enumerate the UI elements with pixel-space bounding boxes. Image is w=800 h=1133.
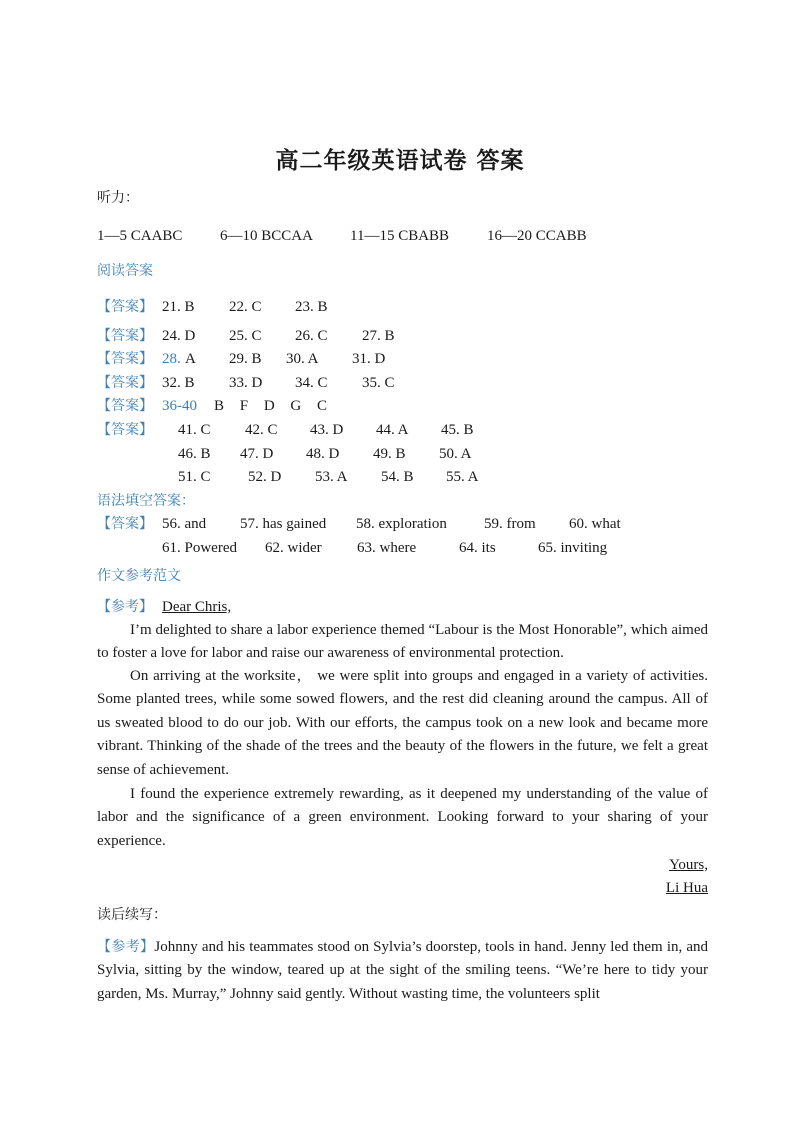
grammar-answer: 58. exploration [356, 516, 447, 532]
essay-paragraph: I’m delighted to share a labor experience themed “Labour is the Most Honorable”, which aimed to foster a love for labor and raise our awareness of environmental protection. [97, 622, 708, 662]
grammar-answer: 60. what [569, 516, 621, 532]
continuation-text: Johnny and his teammates stood on Sylvia’s doorstep, tools in hand. Jenny led them in, and Sylvia, sitting by the window, teared up at the sight of the smiling teens. “We’re here to tidy your garden, Ms. Murray,” Johnny said gently. Without wasting time, the volunteers split [97, 939, 709, 1002]
cloze-answer: 46. B [178, 446, 211, 462]
essay-closing: Yours, [669, 857, 708, 873]
page-title: 高二年级英语试卷 答案 [275, 148, 525, 174]
listening-answer: 6—10 BCCAA [220, 228, 313, 244]
grammar-answer: 64. its [459, 540, 496, 556]
reading-answer: 30. A [286, 351, 319, 367]
reference-label: 【参考】 [97, 599, 153, 615]
cloze-answer: 44. A [376, 422, 409, 438]
grammar-answer: 61. Powered [162, 540, 237, 556]
grammar-answer: 59. from [484, 516, 536, 532]
essay-signature: Li Hua [665, 880, 708, 896]
reading-answer: 25. C [229, 328, 262, 344]
cloze-answer: 47. D [240, 446, 274, 462]
listening-answer: 11—15 CBABB [350, 228, 450, 244]
answer-label: 【答案】 [97, 351, 153, 367]
reading-answer: 34. C [295, 375, 328, 391]
cloze-answer: 54. B [381, 469, 414, 485]
answer-label: 【答案】 [97, 375, 153, 391]
reference-label: 【参考】 [97, 939, 155, 955]
reading-answer: 21. B [162, 299, 195, 315]
cloze-answer: 51. C [178, 469, 211, 485]
reading-answer: 22. C [229, 299, 262, 315]
continuation-paragraph [97, 936, 708, 1006]
reading-answer: 26. C [295, 328, 328, 344]
answer-label: 【答案】 [97, 422, 153, 438]
reading-answer: 24. D [162, 328, 196, 344]
reading-answer: 33. D [229, 375, 263, 391]
cloze-answer: 41. C [178, 422, 211, 438]
section-listening: 听力： [97, 190, 139, 206]
reading-answer: 23. B [295, 299, 328, 315]
cloze-answer: 49. B [373, 446, 406, 462]
grammar-answer: 56. and [162, 516, 207, 532]
section-continuation: 读后续写： [97, 907, 167, 923]
essay-paragraph: I found the experience extremely rewarding, as it deepened my understanding of the value of labor and the significance of a green environment. Looking forward to your sharing of your experience. [97, 786, 708, 849]
grammar-answer: 62. wider [265, 540, 322, 556]
cloze-answer: 48. D [306, 446, 340, 462]
answer-label: 【答案】 [97, 398, 153, 414]
cloze-answer: 52. D [248, 469, 282, 485]
reading-answer: 29. B [229, 351, 262, 367]
listening-answer: 16—20 CCABB [487, 228, 587, 244]
answer-label: 【答案】 [97, 328, 153, 344]
reading-answer-range: 36-40 [162, 398, 197, 414]
reading-answer: 27. B [362, 328, 395, 344]
section-reading: 阅读答案 [97, 263, 153, 279]
reading-answer: B F D G C [214, 398, 328, 414]
answer-label: 【答案】 [97, 516, 153, 532]
reading-answer: 31. D [352, 351, 386, 367]
cloze-answer: 53. A [315, 469, 348, 485]
section-grammar: 语法填空答案： [97, 493, 195, 509]
answer-label: 【答案】 [97, 299, 153, 315]
grammar-answer: 57. has gained [240, 516, 327, 532]
reading-answer: A [185, 351, 196, 367]
listening-answer: 1—5 CAABC [97, 228, 183, 244]
essay-greeting: Dear Chris, [162, 599, 232, 615]
reading-answer-number: 28. [162, 351, 181, 367]
grammar-answer: 63. where [357, 540, 417, 556]
cloze-answer: 43. D [310, 422, 344, 438]
cloze-answer: 55. A [446, 469, 479, 485]
cloze-answer: 42. C [245, 422, 278, 438]
reading-answer: 32. B [162, 375, 195, 391]
cloze-answer: 45. B [441, 422, 474, 438]
cloze-answer: 50. A [439, 446, 472, 462]
essay-paragraph: On arriving at the worksite， we were split into groups and engaged in a variety of activities. Some planted trees, while some sowed flowers, and the rest did cleaning around the campus. All of us sweated blood to do our job. With our efforts, the campus took on a new look and became more vibrant. Thinking of the shade of the trees and the beauty of the flowers in the future, we felt a great sense of achievement. [97, 668, 708, 778]
grammar-answer: 65. inviting [538, 540, 608, 556]
section-writing: 作文参考范文 [97, 568, 181, 584]
reading-answer: 35. C [362, 375, 395, 391]
